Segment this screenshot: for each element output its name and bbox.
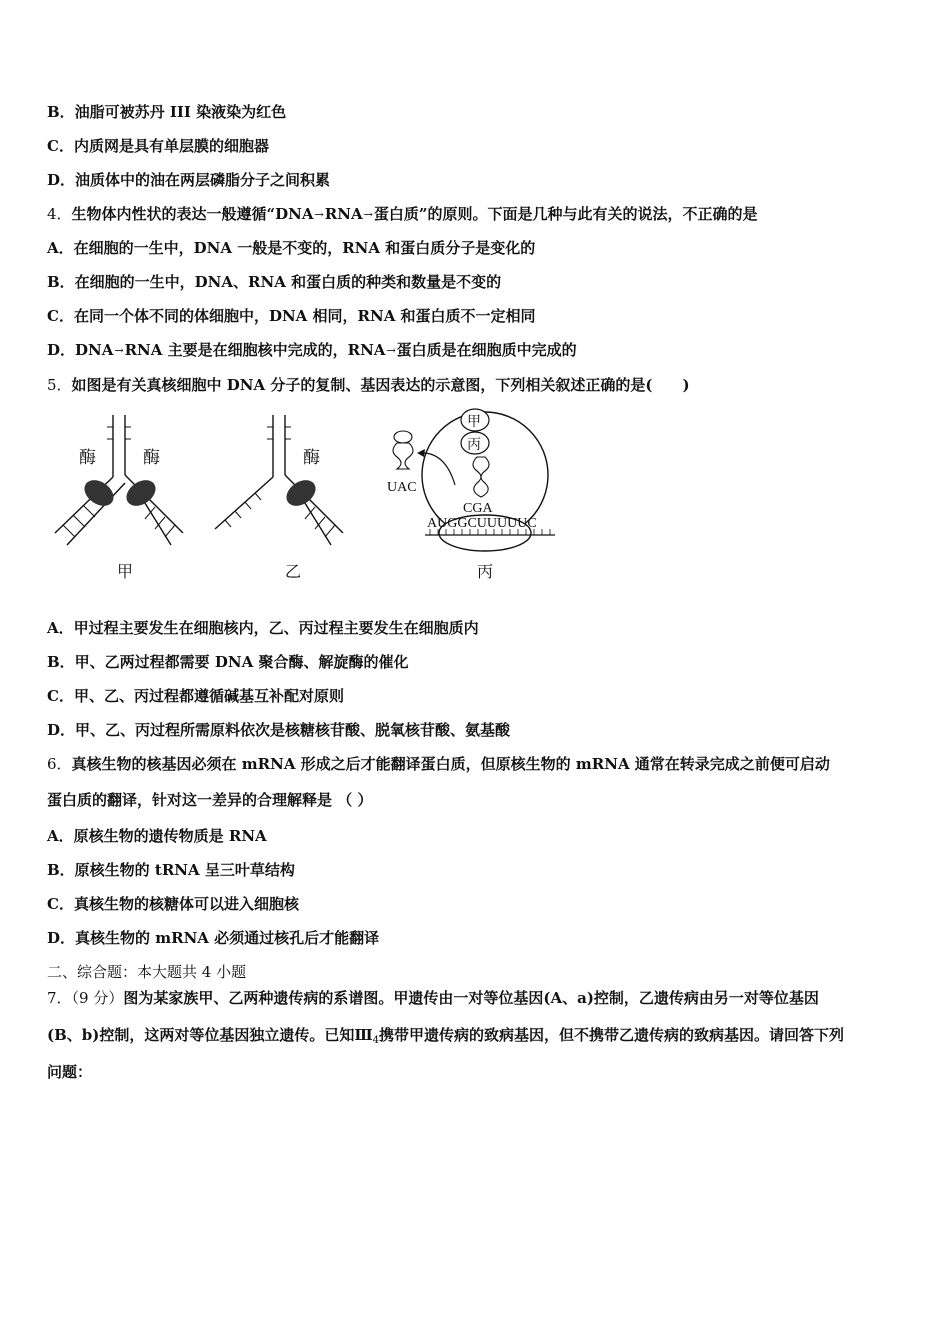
q4-option-a: A．在细胞的一生中，DNA 一般是不变的，RNA 和蛋白质分子是变化的 <box>47 239 536 257</box>
trna-anticodon: UAC <box>387 480 417 495</box>
q4-stem-part2: RNA <box>324 205 363 223</box>
q7-line3: 问题： <box>47 1063 93 1081</box>
q6-stem-text: 真核生物的核基因必须在 mRNA 形成之后才能翻译蛋白质，但原核生物的 mRNA 通常在转录完成之前便可启动 <box>71 755 830 773</box>
mrna-sequence: AUGGCUUUUUC <box>427 516 537 531</box>
q7-text-line1: 图为某家族甲、乙两种遗传病的系谱图。甲遗传由一对等位基因(A、a)控制，乙遗传病由另一对等位基因 <box>123 989 819 1007</box>
q7-line2 <box>47 1025 844 1051</box>
q6-stem-line1 <box>47 754 830 774</box>
q4-option-d <box>47 340 577 361</box>
q4-option-d-part2: RNA 主要是在细胞核中完成的，RNA <box>124 341 386 359</box>
panel-yi <box>215 415 343 581</box>
q6-option-a: A．原核生物的遗传物质是 RNA <box>47 827 267 845</box>
q6-stem-line2: 蛋白质的翻译，针对这一差异的合理解释是 （ ） <box>47 791 373 809</box>
q5-option-d: D．甲、乙、丙过程所需原料依次是核糖核苷酸、脱氧核苷酸、氨基酸 <box>47 721 511 739</box>
q4-stem-part3: 蛋白质”的原则。下面是几种与此有关的说法，不正确的是 <box>373 205 758 223</box>
q5-option-c: C．甲、乙、丙过程都遵循碱基互补配对原则 <box>47 687 344 705</box>
arrow-icon: → <box>114 344 124 357</box>
q7-subscript: 4 <box>372 1035 380 1046</box>
q4-option-d-part3: 蛋白质是在细胞质中完成的 <box>396 341 577 359</box>
codon-label: CGA <box>463 501 493 516</box>
q6-option-d: D．真核生物的 mRNA 必须通过核孔后才能翻译 <box>47 929 380 947</box>
q5-number: 5． <box>47 376 72 394</box>
section-heading: 二、综合题：本大题共 4 小题 <box>47 963 247 981</box>
q7-line1 <box>47 988 819 1008</box>
enzyme-label: 酶 <box>143 448 160 468</box>
q6-option-c: C．真核生物的核糖体可以进入细胞核 <box>47 895 299 913</box>
q4-option-b: B．在细胞的一生中，DNA、RNA 和蛋白质的种类和数量是不变的 <box>47 273 502 291</box>
panel-label-yi: 乙 <box>285 562 302 581</box>
q4-stem-part1: 生物体内性状的表达一般遵循“DNA <box>71 205 314 223</box>
q7-number: 7． <box>47 989 72 1007</box>
amino-acid-bing: 丙 <box>467 437 481 453</box>
q4-option-d-part1: D．DNA <box>47 341 114 359</box>
panel-bing <box>387 409 555 581</box>
q4-option-c: C．在同一个体不同的体细胞中，DNA 相同，RNA 和蛋白质不一定相同 <box>47 307 536 325</box>
amino-acid-jia: 甲 <box>467 414 481 430</box>
q5-stem <box>47 375 690 395</box>
q3-option-c: C．内质网是具有单层膜的细胞器 <box>47 137 269 155</box>
arrow-icon: → <box>314 208 324 221</box>
q4-number: 4． <box>47 205 72 223</box>
q6-option-b: B．原核生物的 tRNA 呈三叶草结构 <box>47 861 295 879</box>
enzyme-label: 酶 <box>303 448 320 468</box>
q3-option-b: B．油脂可被苏丹 III 染液染为红色 <box>47 103 287 121</box>
q5-option-a: A．甲过程主要发生在细胞核内，乙、丙过程主要发生在细胞质内 <box>47 619 479 637</box>
q7-text-line2a: (B、b)控制，这两对等位基因独立遗传。已知Ⅲ <box>47 1026 373 1044</box>
q4-stem <box>47 204 757 225</box>
q5-option-b: B．甲、乙两过程都需要 DNA 聚合酶、解旋酶的催化 <box>47 653 409 671</box>
q7-text-line2b: 携带甲遗传病的致病基因，但不携带乙遗传病的致病基因。请回答下列 <box>379 1026 845 1044</box>
dna-replication-expression-diagram <box>45 405 565 590</box>
panel-label-bing: 丙 <box>477 562 494 581</box>
q7-score: （9 分） <box>71 989 124 1007</box>
arrow-icon: → <box>363 208 373 221</box>
panel-jia <box>55 415 183 581</box>
panel-label-jia: 甲 <box>117 562 134 581</box>
enzyme-label: 酶 <box>79 448 96 468</box>
q3-option-d: D．油质体中的油在两层磷脂分子之间积累 <box>47 171 331 189</box>
q5-stem-text: 如图是有关真核细胞中 DNA 分子的复制、基因表达的示意图，下列相关叙述正确的是( ) <box>71 376 690 394</box>
arrow-icon: → <box>386 344 396 357</box>
q6-number: 6． <box>47 755 72 773</box>
